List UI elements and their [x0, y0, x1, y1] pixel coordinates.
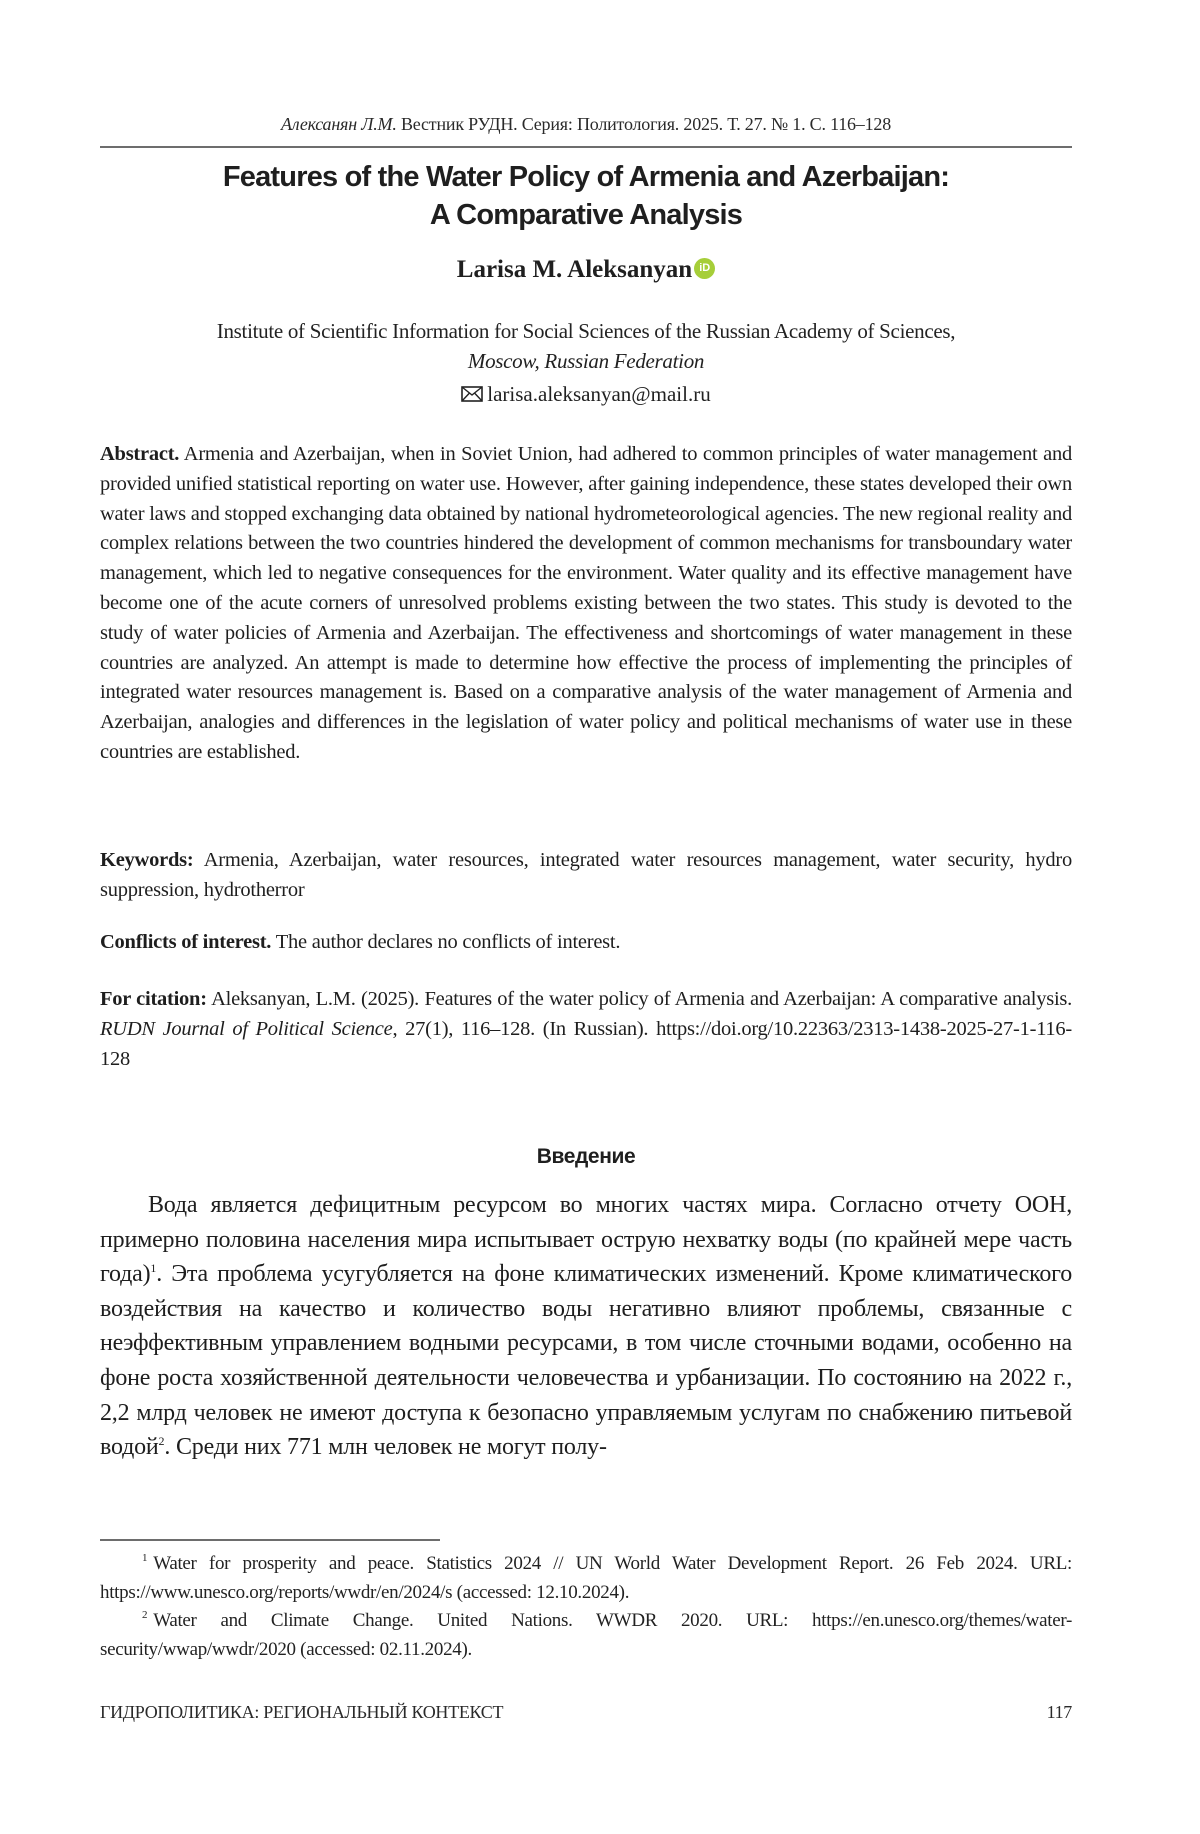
footnote-ref-2[interactable]: 2 [158, 1434, 165, 1449]
conflicts-text: The author declares no conflicts of interest. [275, 931, 621, 953]
running-head-author: Алексанян Л.М. [280, 114, 397, 134]
keywords [100, 846, 1072, 906]
footnote-ref-1[interactable]: 1 [150, 1261, 157, 1276]
running-head-journal: Вестник РУДН. Серия: Политология. 2025. Т. 27. № 1. С. 116–128 [400, 114, 892, 134]
header-rule [100, 146, 1072, 148]
author-name: Larisa M. Aleksanyan [456, 256, 693, 283]
footnote-number: 2 [142, 1609, 148, 1621]
affiliation-location: Moscow, Russian Federation [467, 349, 705, 373]
envelope-icon [461, 386, 483, 402]
body-paragraph [100, 1188, 1072, 1465]
email-line [100, 382, 1072, 407]
affiliation-institution: Institute of Scientific Information for Social Sciences of the Russian Academy of Sciences, [216, 319, 956, 343]
abstract-label: Abstract. [100, 443, 180, 465]
footnote-2 [100, 1607, 1072, 1664]
footnote-number: 1 [142, 1552, 148, 1564]
keywords-label: Keywords: [100, 849, 194, 871]
abstract [100, 440, 1072, 768]
section-heading: Введение [536, 1145, 636, 1168]
footnote-separator [100, 1539, 440, 1541]
citation-text: Aleksanyan, L.M. (2025). Features of the water policy of Armenia and Azerbaijan: A comparative analysis. [211, 988, 1073, 1010]
conflicts-label: Conflicts of interest. [100, 931, 272, 953]
email-address[interactable]: larisa.aleksanyan@mail.ru [487, 382, 711, 406]
page-number: 117 [1046, 1702, 1072, 1722]
running-head [100, 114, 1072, 135]
footnote-text: Water for prosperity and peace. Statistics 2024 // UN World Water Development Report. 26 Feb 2024. URL: https://www.unesco.org/reports/wwdr/en/2024/s (accessed: 12.10.2024). [100, 1553, 1072, 1603]
footnote-text: Water and Climate Change. United Nations. WWDR 2020. URL: https://en.unesco.org/themes/water-security/wwap/wwdr/2020 (accessed: 02.11.2024). [100, 1610, 1072, 1660]
citation-journal: RUDN Journal of Political Science [100, 1017, 393, 1040]
article-title [100, 158, 1072, 234]
citation-label: For citation: [100, 988, 207, 1010]
footnotes [100, 1550, 1072, 1664]
article-title-line-2: A Comparative Analysis [429, 199, 743, 231]
citation-doi-link[interactable]: https://doi.org/10.22363/2313-1438-2025-27-1-116-128 [100, 1017, 1073, 1070]
conflicts-of-interest [100, 928, 1072, 958]
affiliation [100, 316, 1072, 376]
body-text-part-1: Вода является дефицитным ресурсом во многих частях мира. Согласно отчету ООН, примерно половина населения мира испытывает острую нехватку воды (по крайней мере часть года) [100, 1192, 1072, 1288]
footnote-1 [100, 1550, 1072, 1607]
citation [100, 985, 1072, 1074]
citation-volume: , 27(1), 116–128. (In Russian). [392, 1017, 649, 1040]
body-text-part-3: . Среди них 771 млн человек не могут полу- [164, 1434, 607, 1461]
body-text-part-2: . Эта проблема усугубляется на фоне климатических изменений. Кроме климатического воздействия на качество и количество воды негативно влияют проблемы, связанные с неэффективным управлением водными ресурсами, в том числе сточными водами, особенно на фоне роста хозяйственной деятельности человечества и урбанизации. По состоянию на 2022 г., 2,2 млрд человек не имеют доступа к безопасно управляемым услугам по снабжению питьевой водой [100, 1261, 1072, 1461]
article-title-line-1: Features of the Water Policy of Armenia and Azerbaijan: [222, 161, 950, 193]
abstract-text: Armenia and Azerbaijan, when in Soviet Union, had adhered to common principles of water management and provided unified statistical reporting on water use. However, after gaining independence, these states developed their own water laws and stopped exchanging data obtained by national hydrometeorological agencies. The new regional reality and complex relations between the two countries hindered the development of common mechanisms for transboundary water management, which led to negative consequences for the environment. Water quality and its effective management have become one of the acute corners of unresolved problems existing between the two states. This study is devoted to the study of water policies of Armenia and Azerbaijan. The effectiveness and shortcomings of water management in these countries are analyzed. An attempt is made to determine how effective the process of implementing the principles of integrated water resources management is. Based on a comparative analysis of the water management of Armenia and Azerbaijan, analogies and differences in the legislation of water policy and political mechanisms of water use in these countries are established. [100, 443, 1072, 763]
keywords-text: Armenia, Azerbaijan, water resources, integrated water resources management, water security, hydro suppression, hydrotherror [100, 849, 1072, 901]
page-footer [100, 1702, 1072, 1723]
footer-section-title: ГИДРОПОЛИТИКА: РЕГИОНАЛЬНЫЙ КОНТЕКСТ [100, 1702, 504, 1722]
author-line [100, 256, 1072, 284]
orcid-icon[interactable]: iD [694, 258, 715, 279]
